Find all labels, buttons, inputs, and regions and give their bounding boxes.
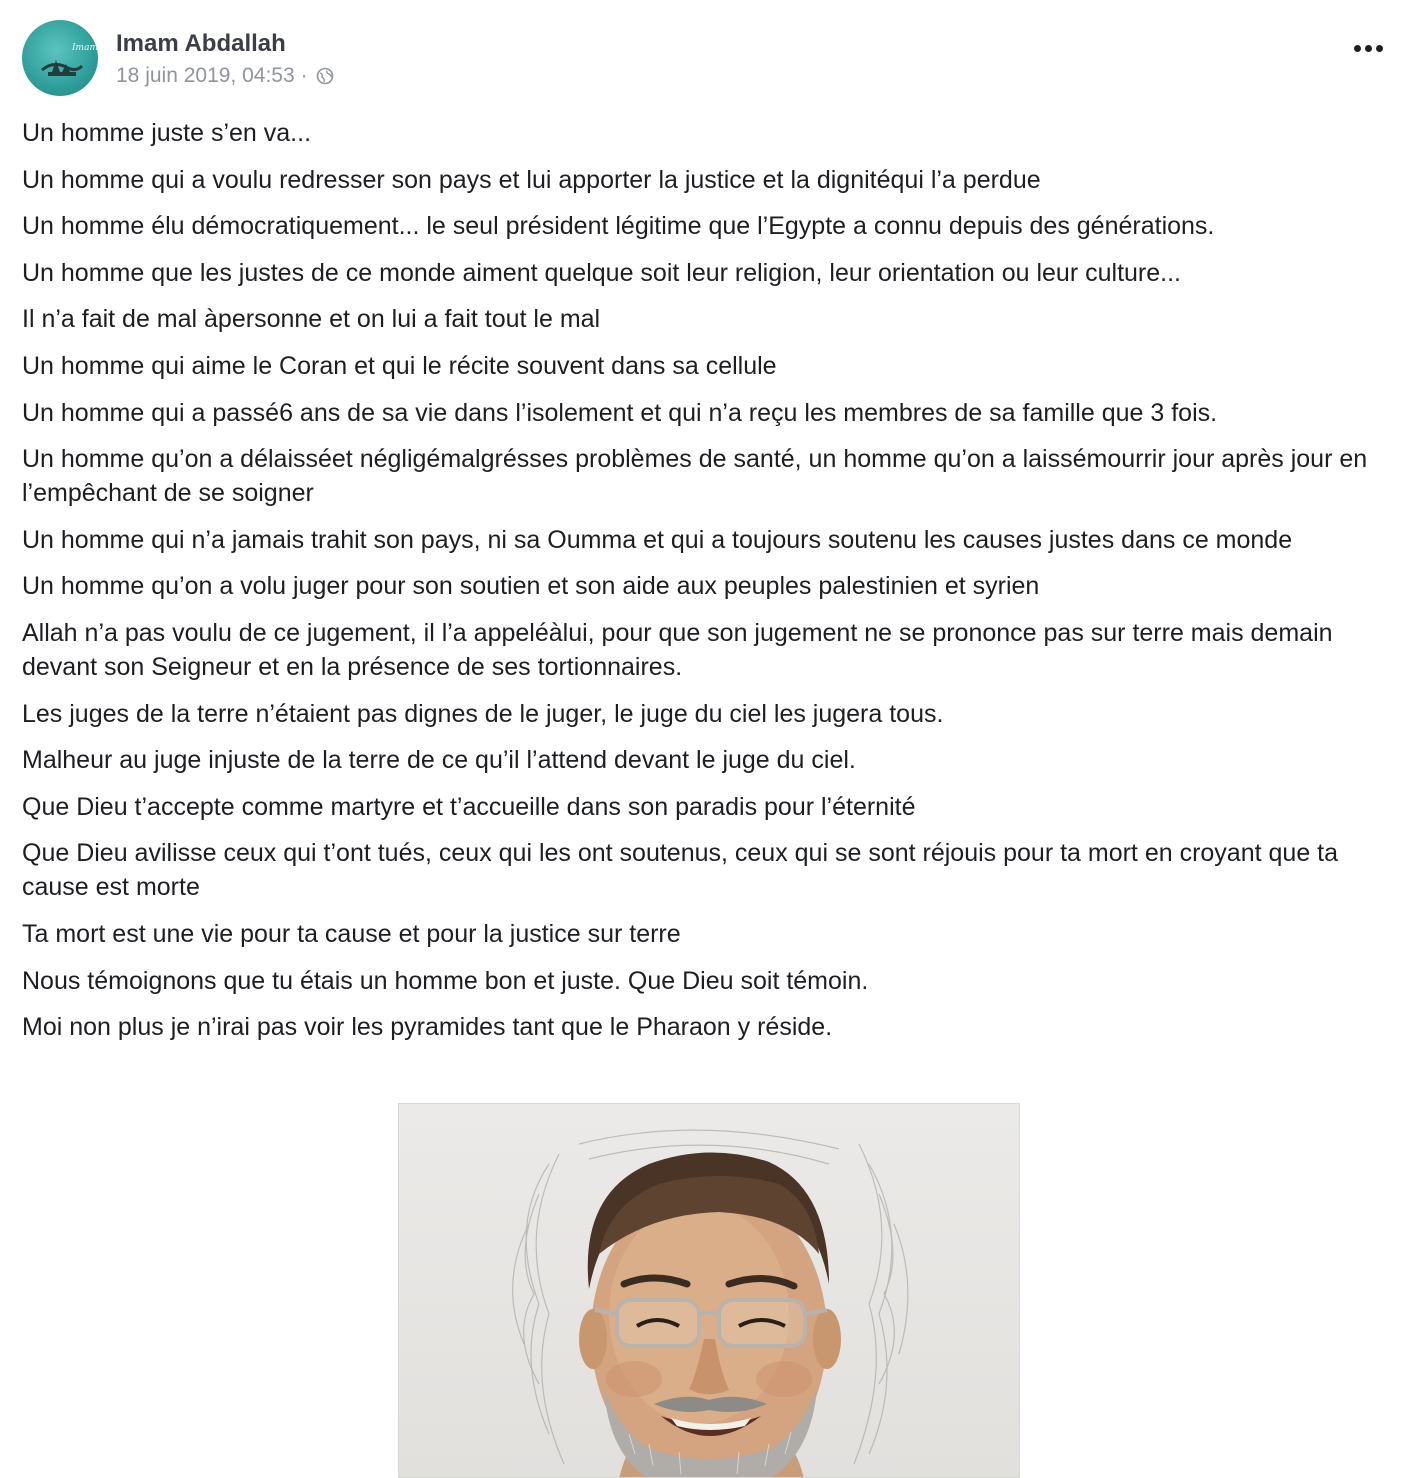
post-meta: [116, 64, 334, 88]
post-header: [22, 20, 1388, 96]
meta-separator: ·: [300, 64, 308, 87]
avatar-logo-icon: [22, 20, 98, 96]
post-paragraph: Il n’a fait de mal àpersonne et on lui a fait tout le mal: [22, 305, 601, 334]
post-paragraph: Malheur au juge injuste de la terre de ce qu’il l’attend devant le juge du ciel.: [22, 746, 856, 775]
post-paragraph: Les juges de la terre n’étaient pas dignes de le juger, le juge du ciel les jugera tous.: [22, 699, 944, 728]
post-text: [22, 116, 1388, 1057]
globe-icon: [316, 67, 334, 85]
post-paragraph: Allah n’a pas voulu de ce jugement, il l’a appeléàlui, pour que son jugement ne se prononce pas sur terre mais demain devant son Seigneur et en la présence de ses tortionnaires.: [22, 618, 1333, 681]
post-paragraph: Un homme qu’on a délaisséet négligémalgrésses problèmes de santé, un homme qu’on a laissémourrir jour après jour en l’empêchant de se soigner: [22, 445, 1368, 508]
post-paragraph: Un homme élu démocratiquement... le seul président légitime que l’Egypte a connu depuis des générations.: [22, 212, 1215, 241]
post-photo[interactable]: [398, 1103, 1020, 1478]
post-paragraph: Un homme qui a voulu redresser son pays et lui apporter la justice et la dignitéqui l’a perdue: [22, 165, 1041, 194]
post-paragraph: Moi non plus je n’irai pas voir les pyramides tant que le Pharaon y réside.: [22, 1013, 833, 1042]
post-paragraph: Que Dieu avilisse ceux qui t’ont tués, ceux qui les ont soutenus, ceux qui se sont réjouis pour ta mort en croyant que ta cause est morte: [22, 839, 1339, 902]
author-name[interactable]: Imam Abdallah: [116, 30, 286, 57]
svg-text:Imam: Imam: [72, 43, 98, 53]
post-paragraph: Que Dieu t’accepte comme martyre et t’accueille dans son paradis pour l’éternité: [22, 792, 916, 821]
more-options-icon: [1354, 45, 1361, 52]
post-paragraph: Un homme qui a passé6 ans de sa vie dans l’isolement et qui n’a reçu les membres de sa famille que 3 fois.: [22, 398, 1218, 427]
avatar[interactable]: [22, 20, 98, 96]
portrait-illustration: [399, 1104, 1020, 1478]
post-paragraph: Un homme que les justes de ce monde aiment quelque soit leur religion, leur orientation ou leur culture...: [22, 258, 1181, 287]
post-paragraph: Un homme qu’on a volu juger pour son soutien et son aide aux peuples palestinien et syrien: [22, 572, 1040, 601]
post-paragraph: Nous témoignons que tu étais un homme bon et juste. Que Dieu soit témoin.: [22, 966, 869, 995]
more-options-button[interactable]: [1348, 28, 1388, 68]
post-paragraph: Ta mort est une vie pour ta cause et pour la justice sur terre: [22, 919, 681, 948]
post-paragraph: Un homme qui n’a jamais trahit son pays, ni sa Oumma et qui a toujours soutenu les causes justes dans ce monde: [22, 525, 1293, 554]
post-paragraph: Un homme qui aime le Coran et qui le récite souvent dans sa cellule: [22, 351, 777, 380]
post-paragraph: Un homme juste s’en va...: [22, 119, 312, 147]
post-timestamp[interactable]: 18 juin 2019, 04:53: [116, 64, 295, 87]
